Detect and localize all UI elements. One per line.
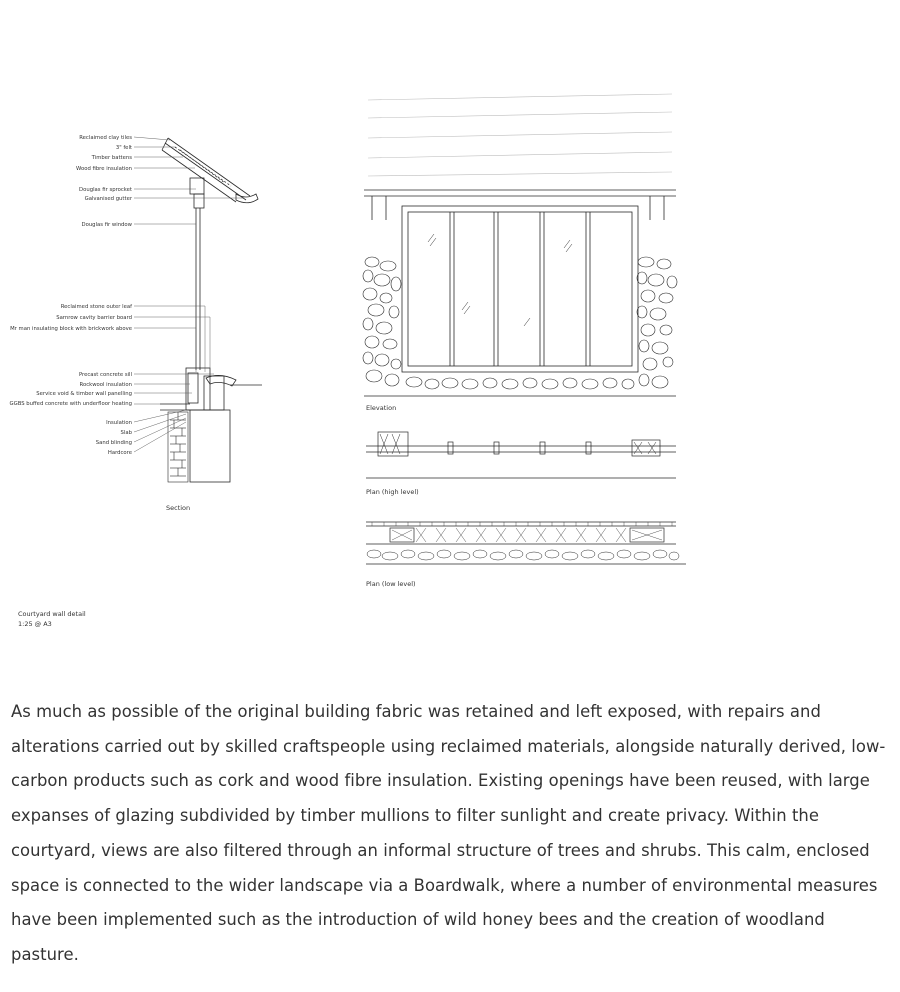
- section-label: Insulation: [106, 420, 132, 426]
- elevation-drawing: [363, 94, 677, 412]
- plan-high-caption: Plan (high level): [366, 488, 419, 496]
- plan-high-hatch: [380, 434, 656, 454]
- section-labels: [10, 135, 133, 456]
- section-label: Reclaimed stone outer leaf: [60, 304, 132, 310]
- plan-high-drawing: [366, 432, 676, 496]
- section-label: 3" felt: [115, 145, 132, 151]
- section-label: Service void & timber wall panelling: [36, 391, 132, 397]
- elevation-frame: [364, 190, 676, 396]
- elevation-caption: Elevation: [366, 404, 397, 412]
- elevation-stone-left: [363, 257, 401, 386]
- plan-low-ticks: [372, 522, 672, 526]
- section-label: Douglas fir sprocket: [79, 187, 132, 193]
- section-label: Sand blinding: [95, 440, 132, 446]
- section-label: Rockwool insulation: [79, 382, 132, 388]
- plan-low-caption: Plan (low level): [366, 580, 416, 588]
- section-roof: [162, 138, 258, 203]
- plan-low-drawing: [366, 522, 686, 588]
- section-caption: Section: [166, 504, 191, 512]
- section-drawing: [10, 135, 262, 512]
- section-label: Douglas fir window: [81, 222, 132, 228]
- section-label: GGBS buffed concrete with underfloor heating: [9, 401, 132, 407]
- section-label: Sarnrow cavity barrier board: [56, 315, 132, 321]
- section-label: Mr man insulating block with brickwork above: [10, 326, 132, 332]
- plan-low-stones: [367, 550, 679, 560]
- body-paragraph: As much as possible of the original building fabric was retained and left exposed, with repairs and alterations carried out by skilled craftspeople using reclaimed materials, alongside naturally derived, low-carbon products such as cork and wood fibre insulation. Existing openings have been reused, with large expanses of glazing subdivided by timber mullions to filter sunlight and create privacy. Within the courtyard, views are also filtered through an informal structure of trees and shrubs. This calm, enclosed space is connected to the wider landscape via a Boardwalk, where a number of environmental measures have been implemented such as the introduction of wild honey bees and the creation of woodland pasture.: [11, 702, 886, 964]
- section-label: Precast concrete sill: [78, 372, 132, 378]
- section-label: Slab: [120, 430, 132, 436]
- section-label: Reclaimed clay tiles: [79, 135, 132, 141]
- plan-low-insulation-hatch: [392, 528, 662, 542]
- plan-high-lines: [366, 432, 676, 478]
- section-leader-lines: [134, 137, 244, 452]
- section-label: Wood fibre insulation: [76, 166, 132, 172]
- section-wall: [160, 194, 262, 482]
- drawing-title-block: [18, 610, 86, 628]
- elevation-stone-base: [406, 377, 634, 389]
- section-label: Galvanised gutter: [84, 196, 132, 202]
- section-label: Timber battens: [91, 155, 132, 161]
- drawing-scale: 1:25 @ A3: [18, 620, 52, 628]
- elevation-roof-lines: [368, 94, 672, 176]
- drawing-title: Courtyard wall detail: [18, 610, 86, 618]
- elevation-stone-right: [637, 257, 677, 388]
- section-label: Hardcore: [107, 450, 132, 456]
